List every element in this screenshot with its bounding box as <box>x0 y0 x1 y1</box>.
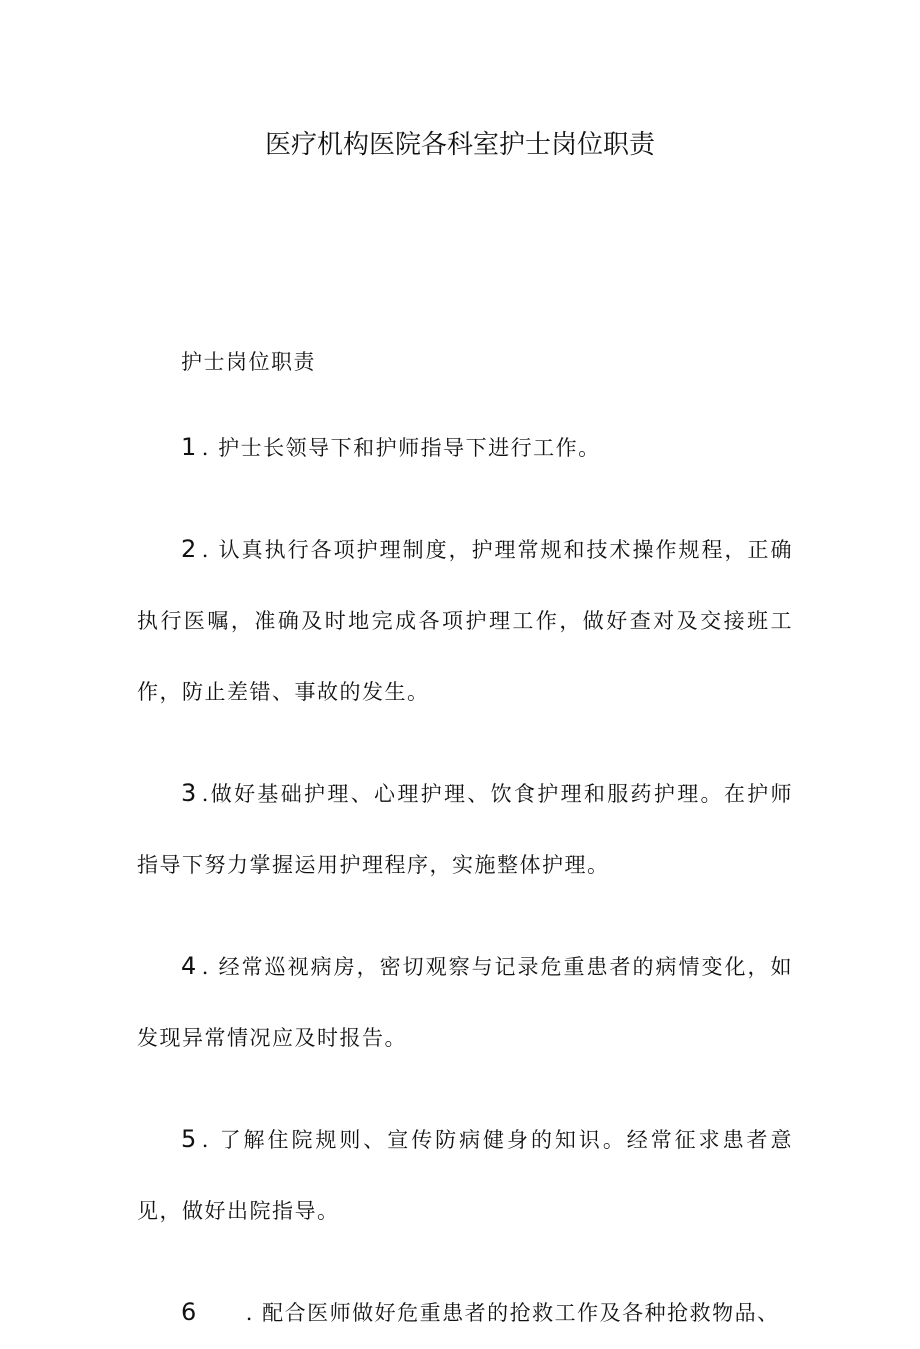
item-text: . 护士长领导下和护师指导下进行工作。 <box>201 436 601 460</box>
document-title: 医疗机构医院各科室护士岗位职责 <box>264 130 655 160</box>
item-number: 2 <box>181 535 198 563</box>
document-body <box>137 342 793 1349</box>
item-text: .做好基础护理、心理护理、饮食护理和服药护理。在护师指导下努力掌握运用护理程序，实施整体护理。 <box>137 782 793 877</box>
list-item-3 <box>137 758 793 901</box>
item-text: . 认真执行各项护理制度，护理常规和技术操作规程，正确执行医嘱，准确及时地完成各项护理工作，做好查对及交接班工作，防止差错、事故的发生。 <box>137 538 793 704</box>
item-text: . 配合医师做好危重患者的抢救工作及各种抢救物品、 <box>245 1301 780 1325</box>
list-item-5 <box>137 1104 793 1247</box>
list-item-1 <box>137 412 793 484</box>
list-item-4 <box>137 931 793 1074</box>
item-number: 5 <box>181 1125 198 1153</box>
section-heading: 护士岗位职责 <box>181 350 316 374</box>
item-number: 6 <box>181 1298 198 1326</box>
list-item-6 <box>137 1277 793 1349</box>
item-text: . 经常巡视病房，密切观察与记录危重患者的病情变化，如发现异常情况应及时报告。 <box>137 955 793 1050</box>
item-number: 3 <box>181 779 198 807</box>
item-text: . 了解住院规则、宣传防病健身的知识。经常征求患者意见，做好出院指导。 <box>137 1128 793 1223</box>
item-number: 4 <box>181 952 198 980</box>
item-number: 1 <box>181 433 198 461</box>
list-item-2 <box>137 514 793 728</box>
